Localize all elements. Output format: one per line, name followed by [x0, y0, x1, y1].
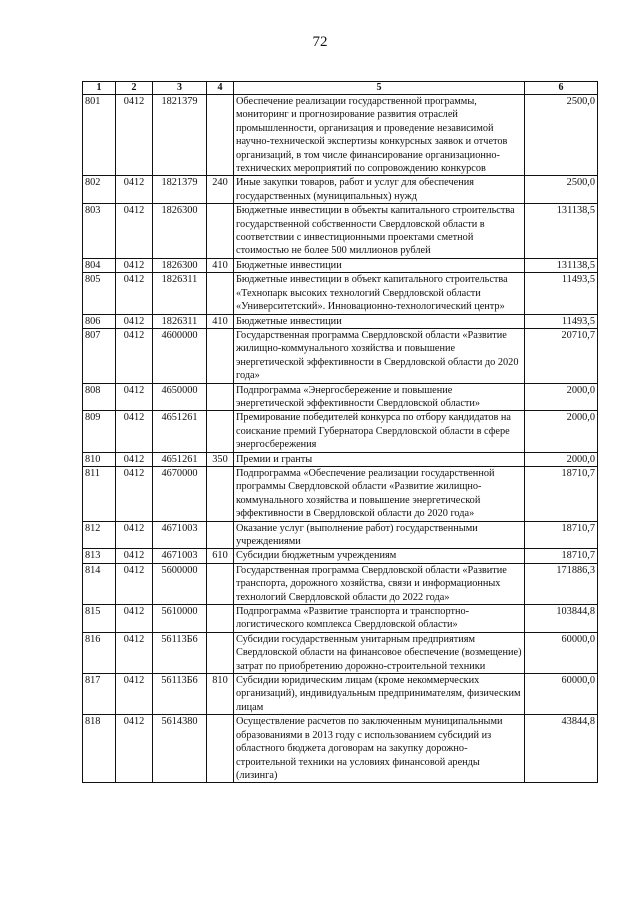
amount: 18710,7 — [525, 521, 598, 549]
target-code: 1826311 — [153, 273, 207, 314]
section-code: 0412 — [116, 632, 153, 673]
header-row — [83, 82, 598, 95]
item-name: Премии и гранты — [234, 452, 525, 466]
table-row — [83, 273, 598, 314]
expense-kind: 610 — [207, 549, 234, 563]
table-row — [83, 95, 598, 176]
row-number: 802 — [83, 176, 116, 204]
amount: 11493,5 — [525, 273, 598, 314]
section-code: 0412 — [116, 258, 153, 272]
table-row — [83, 632, 598, 673]
section-code: 0412 — [116, 383, 153, 411]
amount: 11493,5 — [525, 314, 598, 328]
target-code: 1826311 — [153, 314, 207, 328]
row-number: 801 — [83, 95, 116, 176]
item-name: Обеспечение реализации государственной программы, мониторинг и прогнозирование развития отраслей промышленности, организация и проведение независимой научно-технической экспертизы конкурсных заявок и отчетов организаций, в том числе финансирование организационно-технических мероприятий по сопровождению конкурсов — [234, 95, 525, 176]
amount: 20710,7 — [525, 328, 598, 383]
target-code: 4651261 — [153, 411, 207, 452]
amount: 60000,0 — [525, 674, 598, 715]
item-name: Государственная программа Свердловской области «Развитие жилищно-коммунального хозяйства и повышение энергетической эффективности в Свердловской области до 2020 года» — [234, 328, 525, 383]
item-name: Подпрограмма «Обеспечение реализации государственной программы Свердловской области «Развитие жилищно-коммунального хозяйства и повышение энергетической эффективности в Свердловской области до 2020 года» — [234, 466, 525, 521]
row-number: 812 — [83, 521, 116, 549]
section-code: 0412 — [116, 674, 153, 715]
item-name: Государственная программа Свердловской области «Развитие транспорта, дорожного хозяйства, связи и информационных технологий Свердловской области до 2022 года» — [234, 563, 525, 604]
column-header-3: 3 — [153, 82, 207, 95]
expense-kind — [207, 466, 234, 521]
target-code: 1821379 — [153, 95, 207, 176]
expense-kind — [207, 328, 234, 383]
target-code: 1821379 — [153, 176, 207, 204]
amount: 2500,0 — [525, 176, 598, 204]
table-row — [83, 674, 598, 715]
table-row — [83, 521, 598, 549]
expense-kind: 350 — [207, 452, 234, 466]
expense-kind: 240 — [207, 176, 234, 204]
row-number: 809 — [83, 411, 116, 452]
table-row — [83, 204, 598, 259]
row-number: 816 — [83, 632, 116, 673]
item-name: Субсидии бюджетным учреждениям — [234, 549, 525, 563]
row-number: 803 — [83, 204, 116, 259]
expense-kind — [207, 715, 234, 783]
item-name: Осуществление расчетов по заключенным муниципальными образованиями в 2013 году с использованием субсидий из областного бюджета договорам на закупку дорожно-строительной техники на условиях финансовой аренды (лизинга) — [234, 715, 525, 783]
row-number: 815 — [83, 605, 116, 633]
target-code: 4651261 — [153, 452, 207, 466]
section-code: 0412 — [116, 521, 153, 549]
section-code: 0412 — [116, 95, 153, 176]
expense-kind: 410 — [207, 258, 234, 272]
target-code: 4671003 — [153, 549, 207, 563]
section-code: 0412 — [116, 605, 153, 633]
table-row — [83, 605, 598, 633]
section-code: 0412 — [116, 328, 153, 383]
expense-kind — [207, 204, 234, 259]
amount: 131138,5 — [525, 204, 598, 259]
expense-kind: 810 — [207, 674, 234, 715]
row-number: 804 — [83, 258, 116, 272]
item-name: Подпрограмма «Развитие транспорта и транспортно-логистического комплекса Свердловской области» — [234, 605, 525, 633]
expense-kind — [207, 632, 234, 673]
column-header-1: 1 — [83, 82, 116, 95]
item-name: Подпрограмма «Энергосбережение и повышение энергетической эффективности Свердловской области» — [234, 383, 525, 411]
amount: 2000,0 — [525, 383, 598, 411]
amount: 18710,7 — [525, 466, 598, 521]
section-code: 0412 — [116, 715, 153, 783]
amount: 2000,0 — [525, 411, 598, 452]
row-number: 818 — [83, 715, 116, 783]
column-header-5: 5 — [234, 82, 525, 95]
item-name: Иные закупки товаров, работ и услуг для обеспечения государственных (муниципальных) нужд — [234, 176, 525, 204]
row-number: 810 — [83, 452, 116, 466]
table-row — [83, 466, 598, 521]
expense-kind: 410 — [207, 314, 234, 328]
section-code: 0412 — [116, 314, 153, 328]
target-code: 1826300 — [153, 204, 207, 259]
target-code: 5614380 — [153, 715, 207, 783]
item-name: Субсидии государственным унитарным предприятиям Свердловской области на финансовое обеспечение (возмещение) затрат по приобретению дорожно-строительной техники — [234, 632, 525, 673]
target-code: 4671003 — [153, 521, 207, 549]
section-code: 0412 — [116, 563, 153, 604]
table-row — [83, 314, 598, 328]
table-row — [83, 549, 598, 563]
section-code: 0412 — [116, 273, 153, 314]
row-number: 813 — [83, 549, 116, 563]
expense-kind — [207, 563, 234, 604]
item-name: Оказание услуг (выполнение работ) государственными учреждениями — [234, 521, 525, 549]
row-number: 817 — [83, 674, 116, 715]
column-header-4: 4 — [207, 82, 234, 95]
section-code: 0412 — [116, 452, 153, 466]
amount: 171886,3 — [525, 563, 598, 604]
section-code: 0412 — [116, 549, 153, 563]
target-code: 5610000 — [153, 605, 207, 633]
target-code: 5600000 — [153, 563, 207, 604]
item-name: Бюджетные инвестиции — [234, 258, 525, 272]
item-name: Субсидии юридическим лицам (кроме некоммерческих организаций), индивидуальным предпринимателям, физическим лицам — [234, 674, 525, 715]
amount: 103844,8 — [525, 605, 598, 633]
row-number: 807 — [83, 328, 116, 383]
row-number: 814 — [83, 563, 116, 604]
amount: 2000,0 — [525, 452, 598, 466]
table-row — [83, 563, 598, 604]
table-row — [83, 383, 598, 411]
section-code: 0412 — [116, 466, 153, 521]
item-name: Бюджетные инвестиции — [234, 314, 525, 328]
page-number: 72 — [312, 34, 328, 50]
target-code: 1826300 — [153, 258, 207, 272]
table-row — [83, 328, 598, 383]
expense-kind — [207, 605, 234, 633]
expense-kind — [207, 273, 234, 314]
amount: 43844,8 — [525, 715, 598, 783]
item-name: Бюджетные инвестиции в объекты капитального строительства государственной собственности Свердловской области в соответствии с инвестиционными проектами сметной стоимостью не более 500 миллионов рублей — [234, 204, 525, 259]
section-code: 0412 — [116, 411, 153, 452]
item-name: Премирование победителей конкурса по отбору кандидатов на соискание премий Губернатора Свердловской области в сфере энергосбережения — [234, 411, 525, 452]
amount: 2500,0 — [525, 95, 598, 176]
table-row — [83, 258, 598, 272]
target-code: 4650000 — [153, 383, 207, 411]
amount: 131138,5 — [525, 258, 598, 272]
target-code: 56113Б6 — [153, 674, 207, 715]
target-code: 4670000 — [153, 466, 207, 521]
column-header-6: 6 — [525, 82, 598, 95]
section-code: 0412 — [116, 176, 153, 204]
amount: 60000,0 — [525, 632, 598, 673]
target-code: 56113Б6 — [153, 632, 207, 673]
section-code: 0412 — [116, 204, 153, 259]
table-body — [83, 95, 598, 783]
expense-kind — [207, 521, 234, 549]
table-row — [83, 452, 598, 466]
expense-kind — [207, 411, 234, 452]
table-row — [83, 715, 598, 783]
table-row — [83, 176, 598, 204]
expense-kind — [207, 95, 234, 176]
budget-table — [82, 81, 598, 783]
item-name: Бюджетные инвестиции в объект капитального строительства «Технопарк высоких технологий Свердловской области «Университетский». Инновационно-технологический центр» — [234, 273, 525, 314]
row-number: 805 — [83, 273, 116, 314]
row-number: 806 — [83, 314, 116, 328]
expense-kind — [207, 383, 234, 411]
amount: 18710,7 — [525, 549, 598, 563]
column-header-2: 2 — [116, 82, 153, 95]
row-number: 808 — [83, 383, 116, 411]
row-number: 811 — [83, 466, 116, 521]
table-row — [83, 411, 598, 452]
target-code: 4600000 — [153, 328, 207, 383]
